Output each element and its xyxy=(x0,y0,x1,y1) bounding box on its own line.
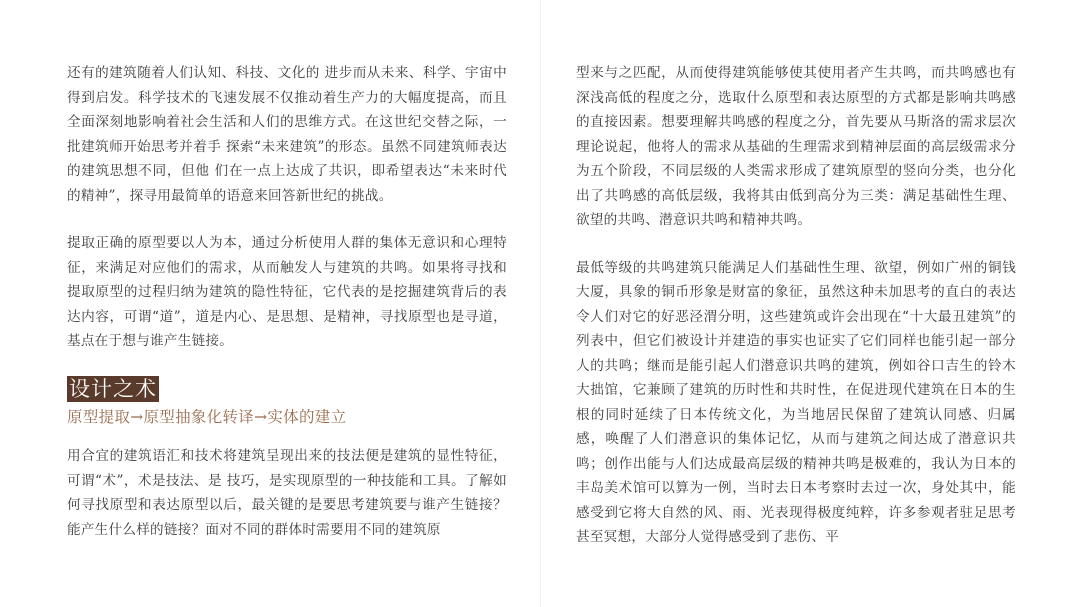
left-paragraph-3: 用合宜的建筑语汇和技术将建筑呈现出来的技法便是建筑的显性特征，可谓“术”，术是技法、是 技巧，是实现原型的一种技能和工具。了解如何寻找原型和表达原型以后，最关键的是要思考建筑要与谁产生链接？能产生什么样的链接？面对不同的群体时需要用不同的建筑原 xyxy=(67,448,507,538)
right-page xyxy=(540,0,1080,607)
paragraph-spacer xyxy=(67,208,507,231)
section-heading xyxy=(67,376,507,431)
right-paragraph-2: 最低等级的共鸣建筑只能满足人们基础性生理、欲望，例如广州的铜钱大厦，具象的铜币形象是财富的象征，虽然这种未加思考的直白的表达令人们对它的好恶泾渭分明，这些建筑或许会出现在“十大最丑建筑”的列表中，但它们被设计并建造的事实也证实了它们同样也能引起一部分人的共鸣；继而是能引起人们潜意识共鸣的建筑，例如谷口吉生的铃木大拙馆，它兼顾了建筑的历时性和共时性，在促进现代建筑在日本的生根的同时延续了日本传统文化，为当地居民保留了建筑认同感、归属感，唤醒了人们潜意识的集体记忆，从而与建筑之间达成了潜意识共鸣；创作出能与人们达成最高层级的精神共鸣是极难的，我认为日本的丰岛美术馆可以算为一例，当时去日本考察时去过一次，身处其中，能感受到它将大自然的风、雨、光表现得极度纯粹，许多参观者驻足思考甚至冥想，大部分人觉得感受到了悲伤、平 xyxy=(576,259,1016,545)
right-paragraph-1: 型来与之匹配，从而使得建筑能够使其使用者产生共鸣，而共鸣感也有深浅高低的程度之分，选取什么原型和表达原型的方式都是影响共鸣感的直接因素。想要理解共鸣感的程度之分，首先要从马斯洛的需求层次理论说起，他将人的需求从基础的生理需求到精神层面的高层级需求分为五个阶段，不同层级的人类需求形成了建筑原型的竖向分类，也分化出了共鸣感的高低层级，我将其由低到高分为三类：满足基础性生理、欲望的共鸣、潜意识共鸣和精神共鸣。 xyxy=(576,65,1016,228)
section-title: 设计之术 xyxy=(69,376,157,401)
left-paragraph-1: 还有的建筑随着人们认知、科技、文化的 进步而从未来、科学、宇宙中得到启发。科学技术的飞速发展不仅推动着生产力的大幅度提高，而且全面深刻地影响着社会生活和人们的思维方式。在这世纪交替之际，一批建筑师开始思考并着手 探索“未来建筑”的形态。虽然不同建筑师表达的建筑思想不同，但他 们在一点上达成了共识，即希望表达“未来时代的精神”，探寻用最简单的语意来回答新世纪的挑战。 xyxy=(67,65,507,204)
right-column xyxy=(576,61,1016,550)
left-paragraph-2: 提取正确的原型要以人为本，通过分析使用人群的集体无意识和心理特征，来满足对应他们的需求，从而触发人与建筑的共鸣。如果将寻找和提取原型的过程归纳为建筑的隐性特征，它代表的是挖掘建筑背后的表达内容，可谓“道”，道是内心、是思想、是精神，寻找原型也是寻道，基点在于想与谁产生链接。 xyxy=(67,235,507,349)
left-column xyxy=(67,61,507,542)
section-subtitle: 原型提取→原型抽象化转译→实体的建立 xyxy=(67,408,347,426)
paragraph-spacer xyxy=(576,233,1016,256)
